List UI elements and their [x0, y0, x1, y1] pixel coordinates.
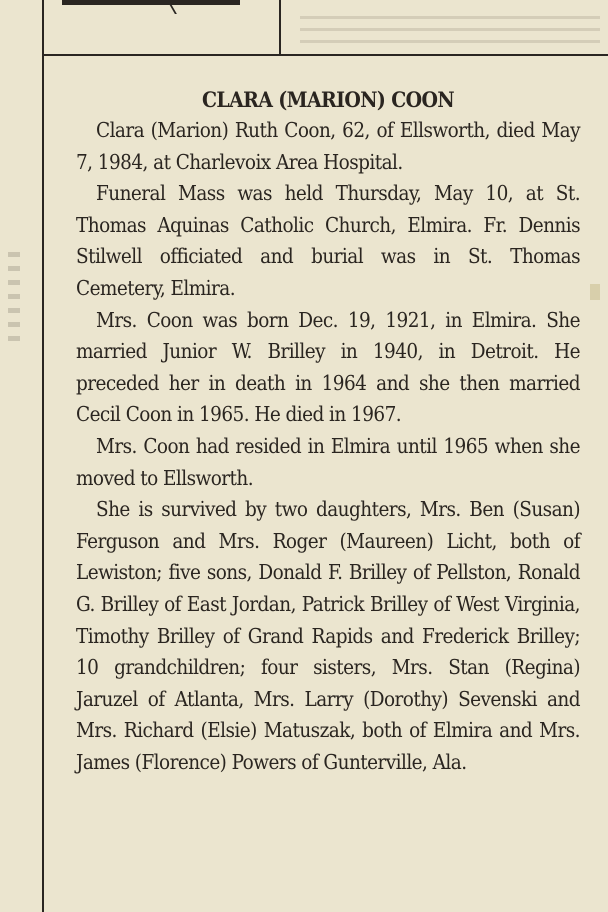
- section-divider: [42, 54, 608, 56]
- paper-stain: [590, 284, 600, 300]
- column-rule-left: [42, 0, 44, 912]
- obituary-paragraph-residence: Mrs. Coon had resided in Elmira until 1965 when she moved to Ellsworth.: [76, 433, 580, 490]
- bleed-through-text: [300, 16, 600, 46]
- obituary-headline: CLARA (MARION) COON: [201, 87, 455, 112]
- obituary-paragraph-funeral: Funeral Mass was held Thursday, May 10, at St. Thomas Aquinas Catholic Church, Elmira. Fr. Dennis Stilwell officiated and burial was in St. Thomas Cemetery, Elmira.: [76, 181, 580, 300]
- obituary-paragraph-biography: Mrs. Coon was born Dec. 19, 1921, in Elmira. She married Junior W. Brilley in 1940, in Detroit. He preceded her in death in 1964 and she then married Cecil Coon in 1965. He died in 1967.: [76, 307, 580, 427]
- obituary-article: [76, 84, 580, 778]
- margin-smudge: [8, 252, 22, 352]
- obituary-paragraph-death: Clara (Marion) Ruth Coon, 62, of Ellsworth, died May 7, 1984, at Charlevoix Area Hospital.: [76, 118, 580, 174]
- obituary-paragraph-survivors: She is survived by two daughters, Mrs. Ben (Susan) Ferguson and Mrs. Roger (Maureen) Licht, both of Lewiston; five sons, Donald F. Brilley of Pellston, Ronald G. Brilley of East Jordan, Patrick Brilley of West Virginia, Timothy Brilley of Grand Rapids and Frederick Brilley; 10 grandchildren; four sisters, Mrs. Stan (Regina) Jaruzel of Atlanta, Mrs. Larry (Dorothy) Sevenski and Mrs. Richard (Elsie) Matuszak, both of Elmira and Mrs. James (Florence) Powers of Gunterville, Ala.: [76, 497, 580, 774]
- previous-article-fragment-mark: [147, 4, 177, 14]
- column-rule-top: [279, 0, 281, 56]
